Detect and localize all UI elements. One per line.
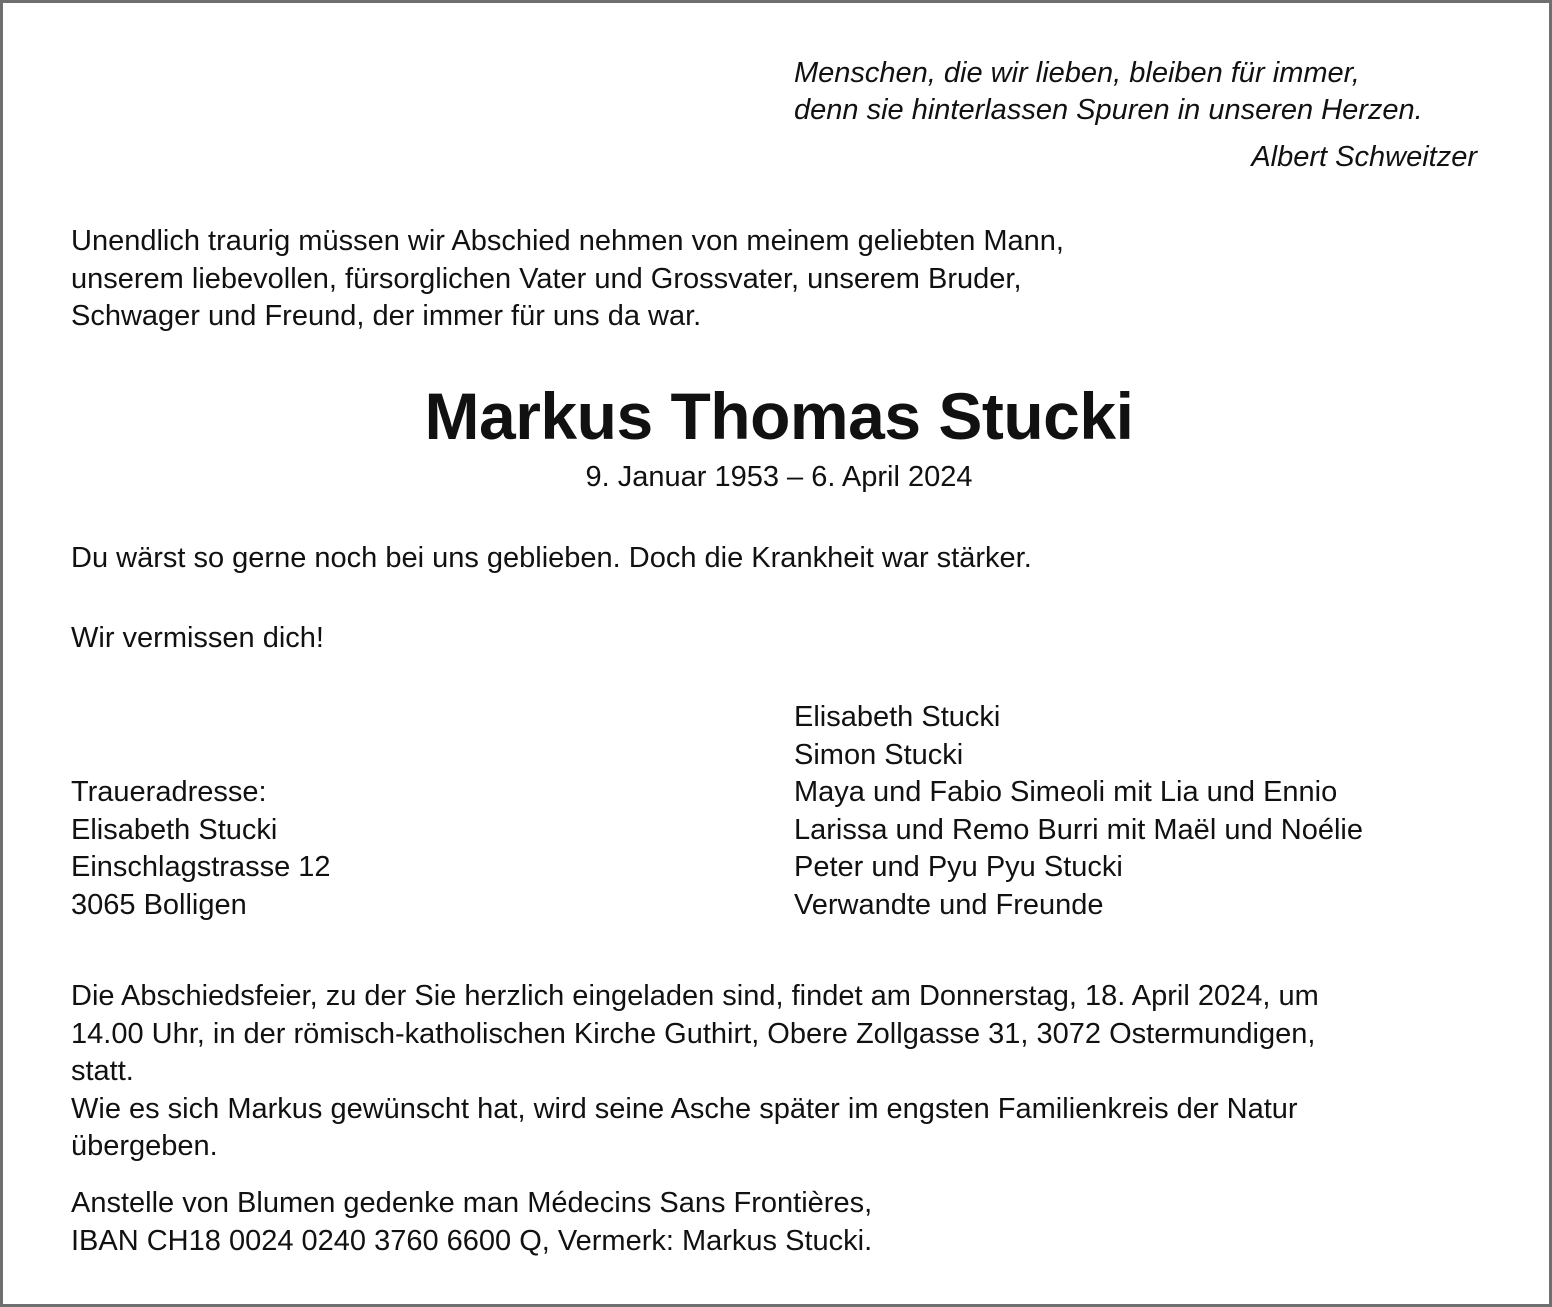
ceremony-line: 14.00 Uhr, in der römisch-katholischen Kirche Guthirt, Obere Zollgasse 31, 3072 Ostermundigen, xyxy=(71,1017,1316,1050)
intro-text xyxy=(71,223,1064,336)
address-street: Einschlagstrasse 12 xyxy=(71,851,331,883)
quote-line: Menschen, die wir lieben, bleiben für immer, xyxy=(794,57,1360,89)
miss-you-line: Wir vermissen dich! xyxy=(71,622,324,654)
intro-line: Unendlich traurig müssen wir Abschied nehmen von meinem geliebten Mann, xyxy=(71,225,1064,257)
donation-line: IBAN CH18 0024 0240 3760 6600 Q, Vermerk: Markus Stucki. xyxy=(71,1224,873,1257)
mourner-line: Simon Stucki xyxy=(794,738,964,771)
mourner-line: Maya und Fabio Simeoli mit Lia und Ennio xyxy=(794,776,1338,808)
quote-line: denn sie hinterlassen Spuren in unseren Herzen. xyxy=(794,94,1423,126)
quote-block xyxy=(794,55,1484,176)
mourning-address xyxy=(71,774,331,924)
mourner-line: Verwandte und Freunde xyxy=(794,888,1104,921)
mourner-line: Peter und Pyu Pyu Stucki xyxy=(794,851,1123,883)
address-label: Traueradresse: xyxy=(71,776,267,808)
donation-info xyxy=(71,1185,872,1260)
quote-author: Albert Schweitzer xyxy=(1251,141,1477,173)
ceremony-details xyxy=(71,978,1319,1166)
mourner-line: Larissa und Remo Burri mit Maël und Noélie xyxy=(794,813,1363,846)
ceremony-line: statt. xyxy=(71,1055,134,1087)
ceremony-line: übergeben. xyxy=(71,1130,218,1162)
farewell-message: Du wärst so gerne noch bei uns geblieben. Doch die Krankheit war stärker. xyxy=(71,542,1032,574)
mourners-list xyxy=(794,699,1363,924)
deceased-name: Markus Thomas Stucki xyxy=(424,379,1134,453)
intro-line: Schwager und Freund, der immer für uns da war. xyxy=(71,300,702,332)
address-name: Elisabeth Stucki xyxy=(71,813,278,846)
address-city: 3065 Bolligen xyxy=(71,888,247,921)
intro-line: unserem liebevollen, fürsorglichen Vater und Grossvater, unserem Bruder, xyxy=(71,262,1022,295)
ceremony-line: Wie es sich Markus gewünscht hat, wird seine Asche später im engsten Familienkreis der Natur xyxy=(71,1092,1298,1125)
life-dates: 9. Januar 1953 – 6. April 2024 xyxy=(585,461,973,493)
ceremony-line: Die Abschiedsfeier, zu der Sie herzlich eingeladen sind, findet am Donnerstag, 18. April 2024, um xyxy=(71,980,1319,1012)
mourner-line: Elisabeth Stucki xyxy=(794,701,1001,733)
donation-line: Anstelle von Blumen gedenke man Médecins Sans Frontières, xyxy=(71,1187,873,1219)
